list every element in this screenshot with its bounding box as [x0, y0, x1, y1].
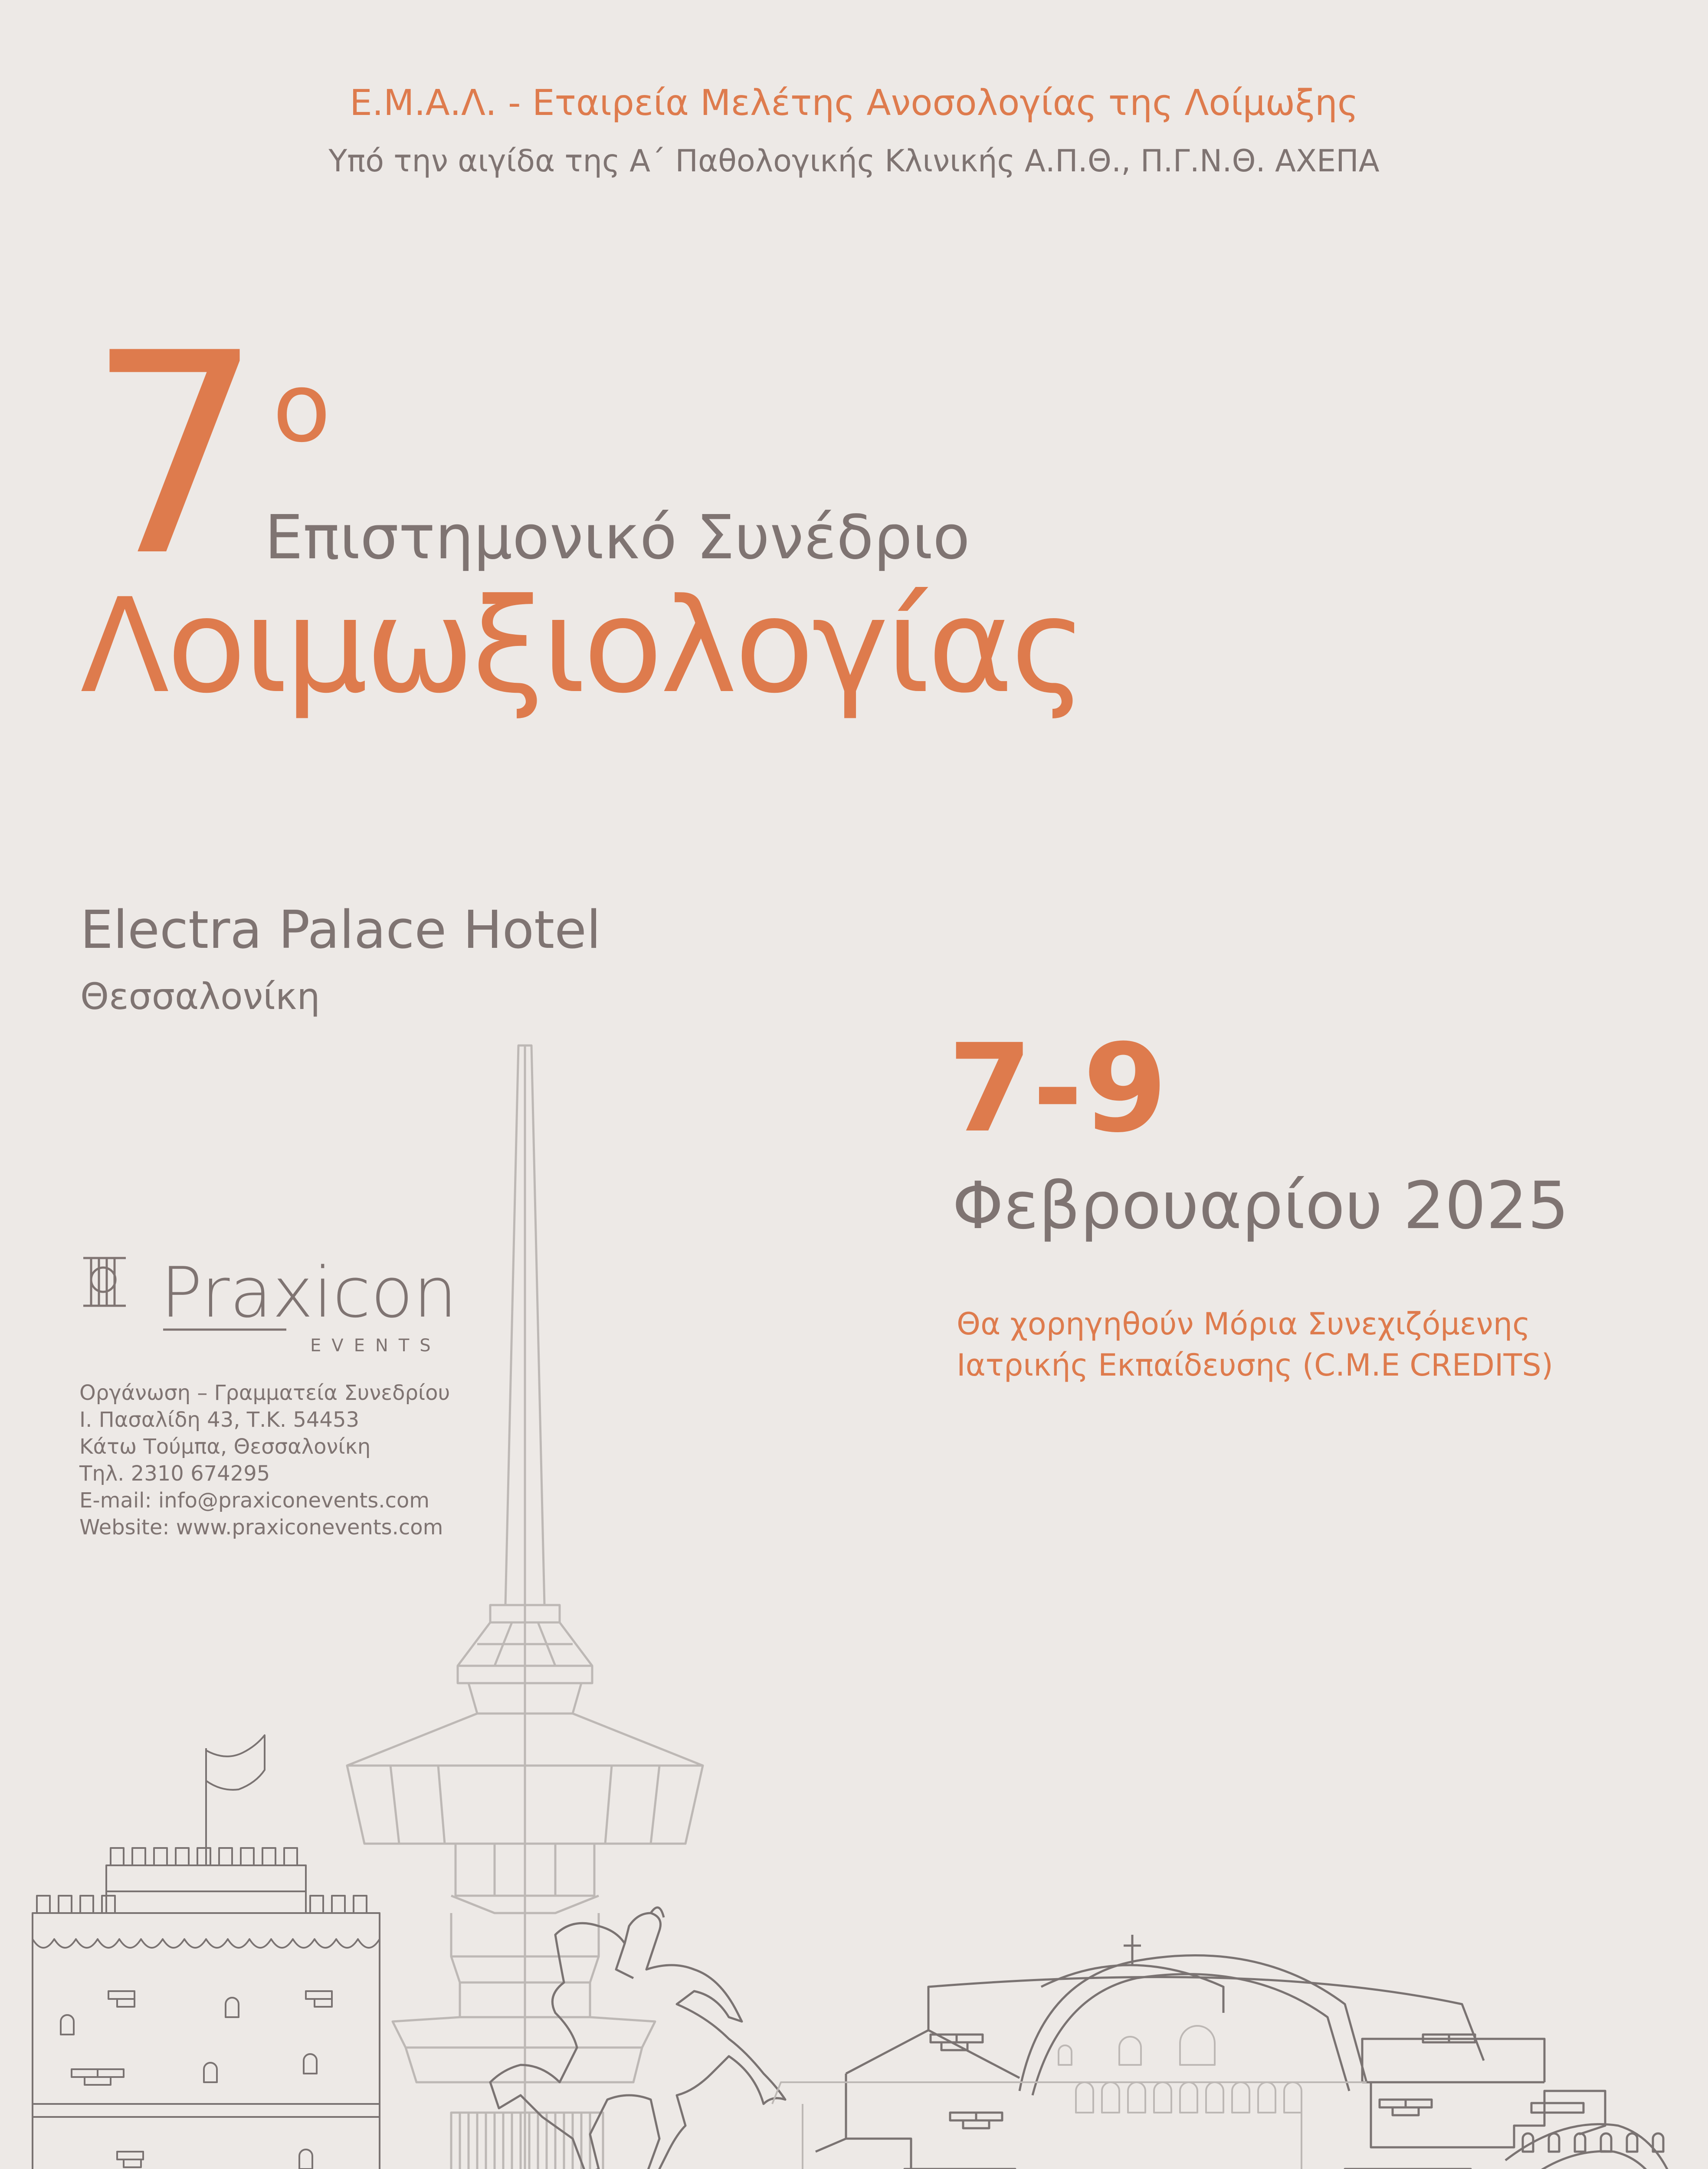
- rotunda-arch-icon: [816, 1935, 1708, 2169]
- ote-tower-icon: [347, 1045, 703, 2169]
- organizer-phone: Τηλ. 2310 674295: [79, 1461, 270, 1486]
- conference-title: Λοιμωξιολογίας: [80, 570, 1085, 722]
- organizer-area: Κάτω Τούμπα, Θεσσαλονίκη: [79, 1435, 371, 1459]
- organizer-email[interactable]: E-mail: info@praxiconevents.com: [79, 1488, 429, 1513]
- organizer-contact: [79, 1379, 450, 1541]
- event-month-year: Φεβρουαρίου 2025: [952, 1168, 1569, 1244]
- conference-subtitle: Επιστημονικό Συνέδριο: [265, 502, 970, 573]
- organization-title: Ε.Μ.Α.Λ. - Εταιρεία Μελέτης Ανοσολογίας της Λοίμωξης: [349, 82, 1359, 124]
- organizer-website[interactable]: Website: www.praxiconevents.com: [79, 1515, 443, 1540]
- cme-credits-line-1: Θα χορηγηθούν Μόρια Συνεχιζόμενης: [957, 1306, 1531, 1342]
- praxicon-wordmark: Praxicon: [161, 1252, 457, 1333]
- event-days: 7-9: [948, 1018, 1167, 1160]
- white-tower-icon: [33, 1735, 380, 2169]
- venue-name: Electra Palace Hotel: [80, 900, 601, 960]
- cme-credits-line-2: Ιατρικής Εκπαίδευσης (C.M.E CREDITS): [957, 1347, 1554, 1383]
- aegis-subtitle: Υπό την αιγίδα της Α΄ Παθολογικής Κλινικής Α.Π.Θ., Π.Γ.Ν.Θ. ΑΧΕΠΑ: [328, 143, 1380, 179]
- thessaloniki-landmarks-line-art-icon: [0, 1032, 1708, 2169]
- rotunda-facade-icon: [772, 2026, 1367, 2169]
- organizer-address: Ι. Πασαλίδη 43, Τ.Κ. 54453: [79, 1408, 360, 1432]
- edition-number: 7: [87, 294, 259, 617]
- venue-city: Θεσσαλονίκη: [80, 975, 320, 1018]
- edition-ordinal: ο: [272, 352, 331, 463]
- praxicon-events-label: EVENTS: [310, 1336, 441, 1356]
- organizer-role: Οργάνωση – Γραμματεία Συνεδρίου: [79, 1381, 450, 1405]
